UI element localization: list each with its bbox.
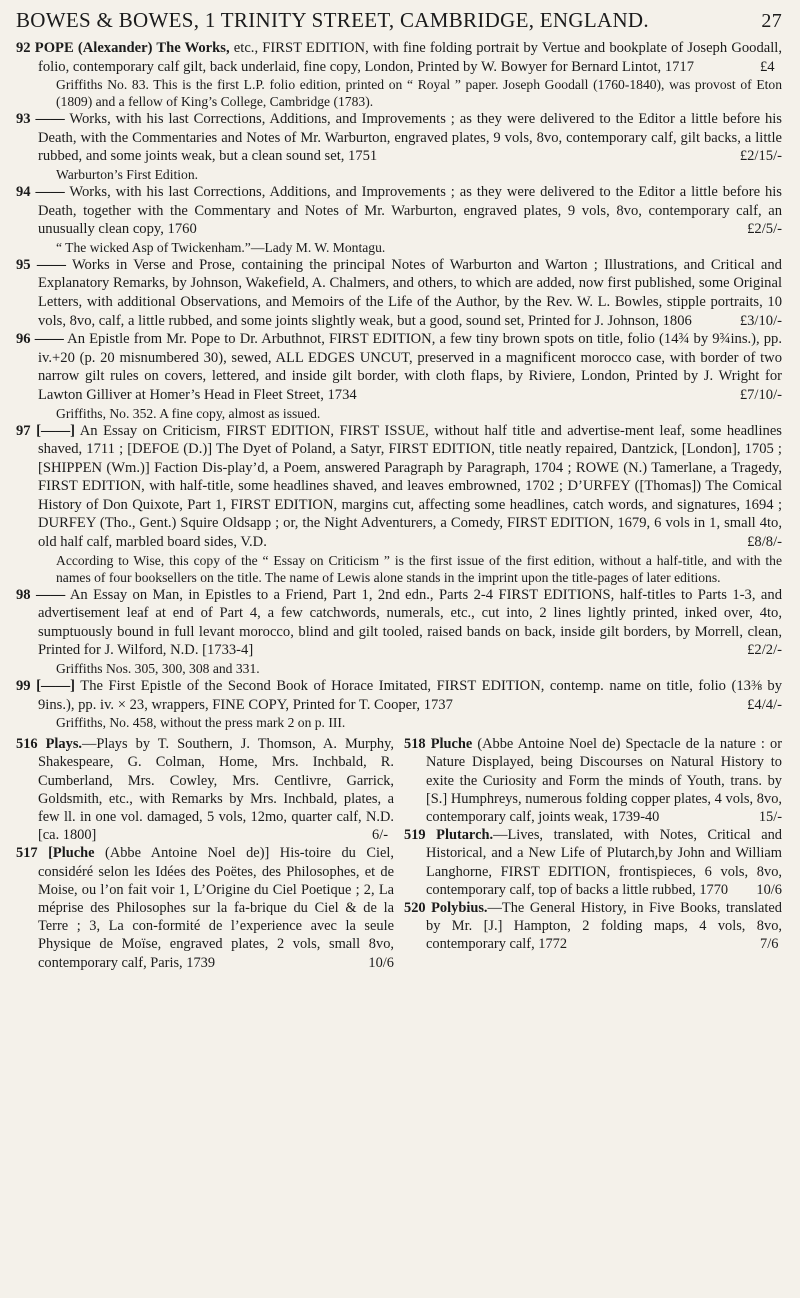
entry-number: 97 <box>16 422 31 439</box>
entry-note: Warburton’s First Edition. <box>56 166 199 182</box>
catalogue-entry <box>16 330 782 421</box>
entry-price: £2/5/- <box>747 221 782 238</box>
entry-description: —Lives, translated, with Notes, Critical and Historical, and a New Life of Plutarch,by John and William Langhorne, FIRST EDITION, frontispieces, 6 vols, 8vo, contemporary calf, top of backs a little rubbed, 1770 <box>426 827 782 898</box>
entry-number: 519 <box>404 827 426 844</box>
entry-description: (Abbe Antoine Noel de)] His-toire du Ciel, considéré selon les Idées des Poëtes, des Philosophes, et de Moise, ou l’on fait voir 1, L’Origine du Ciel Poetique ; 2, La méprise des Philosophes sur la fa-brique du Ciel & de la Terre ; 3, La con-formité de l’experience avec la seule Physique de Moïse, engraved plates, 2 vols, small 8vo, contemporary calf, Paris, 1739 <box>38 845 394 971</box>
entry-description: Works, with his last Corrections, Additions, and Improvements ; as they were delivered to the Editor a little before his Death, with the Commentaries and Notes of Mr. Warburton, engraved plates, 9 vols, 8vo, contemporary calf, gilt backs, a little rubbed, and some joints weak, but a clean sound set, 1751 <box>38 111 782 165</box>
catalogue-entry <box>404 735 782 826</box>
entry-description: An Essay on Man, in Epistles to a Friend, Part 1, 2nd edn., Parts 2-4 FIRST EDITIONS, half-titles to Parts 1-3, and advertisement leaf at end of Part 4, a few catchwords, numerals, etc., cut into, 2 lines lightly printed, inked over, 4to, sumptuously bound in full levant morocco, blind and gilt tooled, raised bands on back, inside gilt borders, by Morrell, clean, Printed for J. Wilford, N.D. [1733-4] <box>38 586 782 659</box>
catalogue-entry <box>16 586 782 677</box>
entry-note: Griffiths, No. 352. A fine copy, almost as issued. <box>56 405 321 421</box>
entry-heading: —— <box>35 183 65 200</box>
entry-price: £3/10/- <box>739 312 782 329</box>
entry-description: The First Epistle of the Second Book of Horace Imitated, FIRST EDITION, contemp. name on title, folio (13⅜ by 9ins.), pp. iv. × 23, wrappers, FINE COPY, Printed for T. Cooper, 1737 <box>38 678 783 713</box>
catalogue-entry <box>16 110 782 183</box>
entry-number: 95 <box>16 256 31 273</box>
entry-price: 10/6 <box>756 881 782 898</box>
entry-heading: [Pluche <box>48 845 95 862</box>
entry-price: £2/15/- <box>739 148 782 165</box>
entry-price: 15/- <box>758 809 782 826</box>
catalogue-entry: 520 Polybius.—The General History, in Five Books, translated by Mr. [J.] Hampton, 2 folding maps, 4 vols, 8vo, contemporary calf, 1772 7/6 <box>404 900 782 953</box>
catalogue-entry <box>404 826 782 899</box>
entry-description: (Abbe Antoine Noel de) Spectacle de la nature : or Nature Displayed, being Discourses on Natural History to exite the Curiosity and Form the minds of Youth, trans. by [S.] Humphreys, numerous folding copper plates, 4 vols, 8vo, contemporary calf, joints weak, 1739-40 <box>426 736 782 826</box>
entry-description: etc., FIRST EDITION, with fine folding portrait by Vertue and bookplate of Joseph Goodall, folio, contemporary calf gilt, back underlaid, fine copy, London, Printed by W. Bowyer for Bernard Lintot, 1717 <box>38 40 782 75</box>
entry-note: Griffiths Nos. 305, 300, 308 and 331. <box>56 661 260 677</box>
entry-heading: [——] <box>36 422 76 439</box>
entry-description: —The General History, in Five Books, translated by Mr. [J.] Hampton, 2 folding maps, 4 vols, 8vo, contemporary calf, 1772 <box>426 900 782 953</box>
entry-price: £2/2/- <box>747 642 782 659</box>
entry-number: 99 <box>16 678 31 695</box>
entry-number: 516 <box>16 736 38 753</box>
entry-heading: Plutarch. <box>436 827 494 844</box>
entry-description: An Essay on Criticism, FIRST EDITION, FIRST ISSUE, without half title and advertise-ment leaf, some headlines shaved, 1711 ; [DEFOE (D.)] The Dyet of Poland, a Satyr, FIRST EDITION, title neatly repaired, Dantzick, [London], 1705 ; [SHIPPEN (Wm.)] Faction Dis-play’d, a Poem, answered Paragraph by Paragraph, 1704 ; ROWE (N.) Tamerlane, a Tragedy, FIRST EDITION, with half-title, some headlines shaved, and leaves embrowned, 1702 ; D’URFEY ([Thomas]) The Comical History of Don Quixote, Part 1, FIRST EDITION, margins cut, affecting some headlines, catch words, and signatures, 1694 ; DURFEY (Tho., Gent.) Squire Oldsapp ; or, the Night Adventurers, a Comedy, FIRST EDITION, 1679, 6 vols in 1, small 4to, old half calf, marbled board sides, V.D. <box>38 422 782 551</box>
entry-description: Works in Verse and Prose, containing the principal Notes of Warburton and Warton ; Illustrations, and Critical and Explanatory Remarks, by Johnson, Wakefield, A. Chalmers, and others, to which are added, now first published, some Original Letters, with additional Observations, and Memoirs of the Life of the Author, by the Rev. W. L. Bowles, stipple portraits, 10 vols, 8vo, calf, a little rubbed, and some joints slightly weak, but a good, sound set, Printed for J. Johnson, 1806 <box>38 256 782 329</box>
entry-heading: Pluche <box>430 736 473 753</box>
entry-number: 518 <box>404 736 426 753</box>
catalogue-entry <box>16 256 782 330</box>
two-column-section <box>16 735 782 972</box>
entry-number: 96 <box>16 331 31 348</box>
entry-number: 520 <box>404 900 426 917</box>
entry-description: Works, with his last Corrections, Additions, and Improvements ; as they were delivered to the Editor a little before his Death, together with the Commentary and Notes of Mr. Warburton, engraved plates, 9 vols, 8vo, contemporary calf, an unusually clean copy, 1760 <box>38 183 782 238</box>
catalogue-entry <box>16 183 782 256</box>
entry-description: —Plays by T. Southern, J. Thomson, A. Murphy, Shakespeare, G. Colman, Home, Mrs. Inchbald, R. Cumberland, Mrs. Cowley, Mrs. Centlivre, Garrick, Goldsmith, etc., with Remarks by Mrs. Inchbald, plates, a few ll. in one vol. damaged, 5 vols, 12mo, quarter calf, N.D. [ca. 1800] <box>38 736 394 844</box>
entry-heading: Polybius. <box>431 900 488 917</box>
entry-price: £4/4/- <box>747 696 782 713</box>
entry-note: Griffiths No. 83. This is the first L.P. folio edition, printed on “ Royal ” paper. Joseph Goodall (1760-1840), was provost of Eton (1809) and a fellow of King’s College, Cambridge (1783). <box>56 77 782 110</box>
entry-heading: —— <box>34 331 64 348</box>
catalogue-entry <box>16 844 394 971</box>
entry-note: “ The wicked Asp of Twickenham.”—Lady M. W. Montagu. <box>56 239 386 255</box>
entry-number: 94 <box>16 183 31 200</box>
entry-price: £8/8/- <box>747 534 782 551</box>
catalogue-entry <box>16 677 782 731</box>
entry-heading: POPE (Alexander) The Works, <box>34 40 230 56</box>
catalogue-entry: 92 POPE (Alexander) The Works, etc., FIRST EDITION, with fine folding portrait by Vertue and bookplate of Joseph Goodall, folio, contemporary calf gilt, back underlaid, fine copy, London, Printed by W. Bowyer for Bernard Lintot, 1717 £4 Griffiths No. 83. This is the first L.P. folio edition, printed on “ Royal ” paper. Joseph Goodall (1760-1840), was provost of Eton (1809) and a fellow of King’s College, Cambridge (1783). <box>16 40 782 110</box>
right-column <box>404 735 782 972</box>
entry-heading: —— <box>36 256 66 273</box>
catalogue-entry: 516 Plays.—Plays by T. Southern, J. Thomson, A. Murphy, Shakespeare, G. Colman, Home, Mrs. Inchbald, R. Cumberland, Mrs. Cowley, Mrs. Centlivre, Garrick, Goldsmith, etc., with Remarks by Mrs. Inchbald, plates, a few ll. in one vol. damaged, 5 vols, 12mo, quarter calf, N.D. [ca. 1800] 6/- <box>16 736 394 844</box>
entry-note: According to Wise, this copy of the “ Essay on Criticism ” is the first issue of the first edition, without a half-title, and with the names of four booksellers on the title. The name of Lewis alone stands in the imprint upon the title-pages of later editions. <box>56 552 782 585</box>
catalogue-entry <box>16 422 782 586</box>
entry-number: 92 <box>16 40 31 56</box>
entry-number: 93 <box>16 111 31 128</box>
catalogue-entries <box>16 39 782 731</box>
entry-price: 10/6 <box>368 954 394 971</box>
running-head <box>16 8 782 33</box>
entry-price: £7/10/- <box>739 386 782 403</box>
entry-heading: [——] <box>36 678 76 695</box>
entry-number: 98 <box>16 586 31 603</box>
entry-heading: —— <box>36 586 66 603</box>
entry-heading: —— <box>35 111 65 128</box>
page-number: 27 <box>761 10 782 32</box>
left-column <box>16 735 394 972</box>
entry-description: An Epistle from Mr. Pope to Dr. Arbuthnot, FIRST EDITION, a few tiny brown spots on title, folio (14¾ by 9¾ins.), pp. iv.+20 (p. 20 misnumbered 30), sewed, ALL EDGES UNCUT, preserved in a magnificent morocco case, with border of two narrow gilt rules on covers, lettered, and inside gilt border, with cloth flaps, by Riviere, London, Printed by J. Wright for Lawton Gilliver at Homer’s Head in Fleet Street, 1734 <box>38 331 782 403</box>
publisher-header: BOWES & BOWES, 1 TRINITY STREET, CAMBRIDGE, ENGLAND. <box>16 8 649 32</box>
entry-heading: Plays. <box>45 736 83 753</box>
entry-number: 517 <box>16 845 38 862</box>
entry-note: Griffiths, No. 458, without the press mark 2 on p. III. <box>56 715 346 731</box>
